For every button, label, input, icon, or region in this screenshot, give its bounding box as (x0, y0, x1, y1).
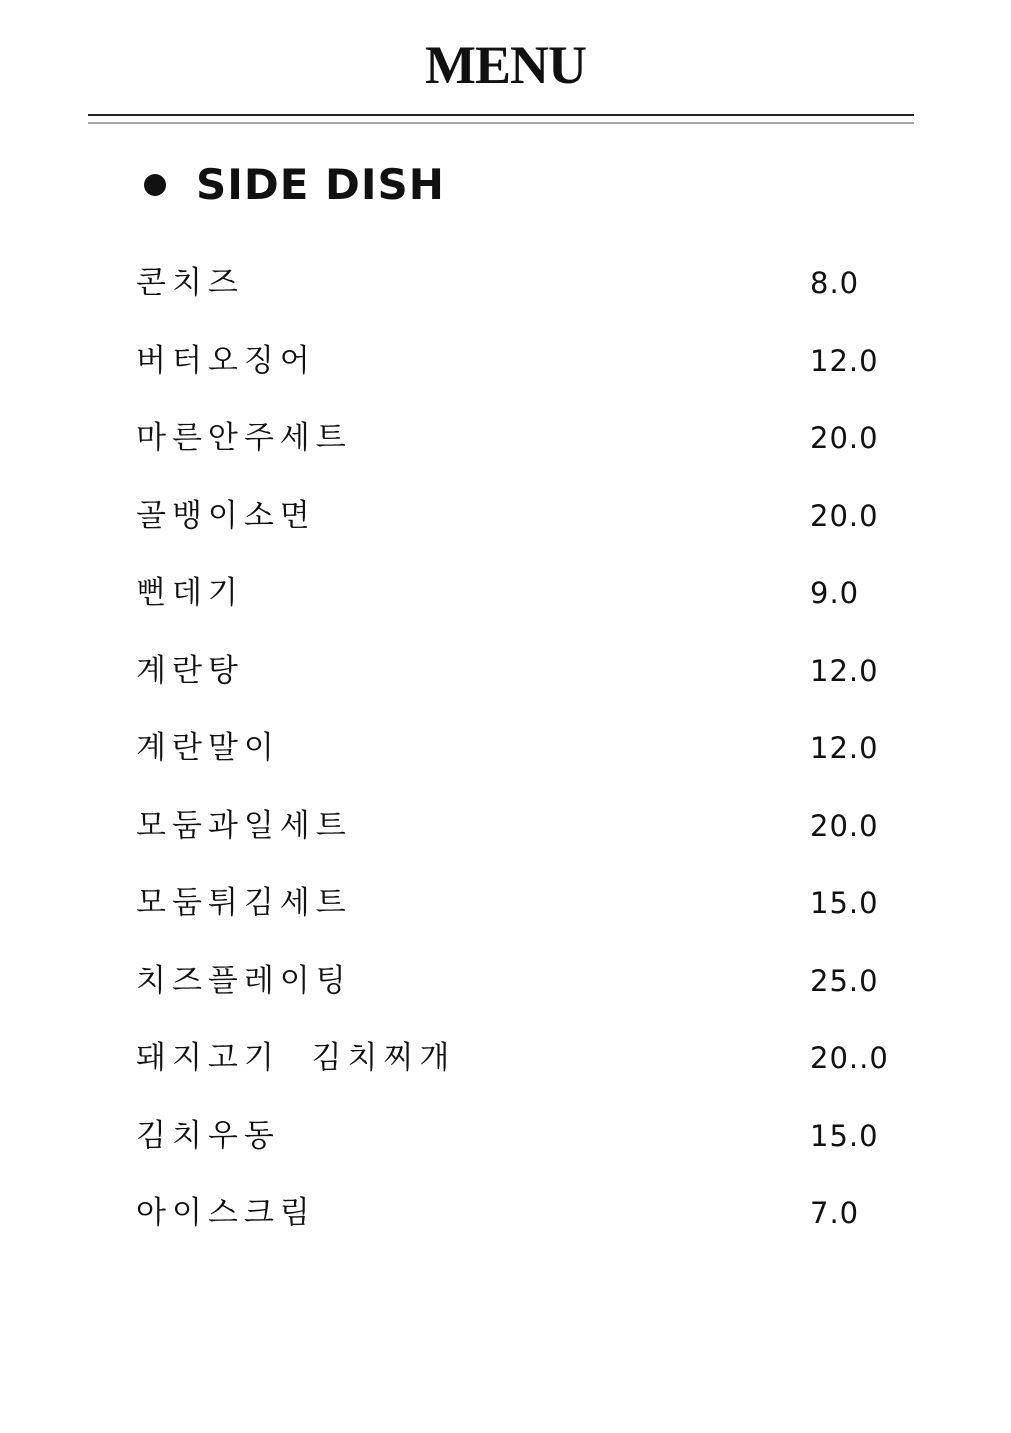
menu-item-name: 골뱅이소면 (136, 497, 316, 534)
menu-item-name: 치즈플레이팅 (136, 962, 352, 999)
menu-item-name: 계란탕 (136, 652, 244, 689)
menu-item-price: 15.0 (810, 886, 879, 920)
menu-item-price: 25.0 (810, 963, 879, 998)
menu-item-name: 뻔데기 (136, 575, 244, 611)
menu-item-name: 돼지고기 김치찌개 (136, 1040, 456, 1076)
menu-item-name: 마른안주세트 (136, 420, 352, 456)
menu-item (136, 568, 916, 646)
menu-item (136, 336, 916, 414)
bullet-icon (144, 174, 166, 196)
menu-item (136, 801, 916, 879)
menu-item (136, 723, 916, 801)
menu-item (136, 491, 916, 569)
menu-item-price: 8.0 (810, 266, 860, 300)
menu-item-price: 15.0 (810, 1118, 879, 1153)
menu-item-price: 20..0 (810, 1041, 889, 1075)
menu-item-price: 12.0 (810, 343, 879, 378)
menu-item (136, 1033, 916, 1111)
menu-item-price: 7.0 (810, 1196, 860, 1230)
title-divider-secondary (88, 122, 914, 124)
menu-item (136, 1188, 916, 1266)
menu-item-price: 20.0 (810, 808, 879, 843)
title-divider (88, 114, 914, 116)
menu-item-price: 9.0 (810, 576, 860, 610)
menu-item-price: 20.0 (810, 421, 879, 455)
menu-item-price: 20.0 (810, 498, 879, 533)
menu-item-price: 12.0 (810, 653, 879, 688)
menu-title: MENU (425, 35, 586, 95)
menu-item-name: 콘치즈 (136, 265, 244, 301)
menu-item (136, 413, 916, 491)
menu-item-name: 버터오징어 (136, 342, 316, 379)
menu-item-name: 아이스크림 (136, 1195, 316, 1231)
menu-item-name: 모둠과일세트 (136, 807, 352, 844)
menu-item-name: 김치우동 (136, 1117, 280, 1154)
menu-item-name: 모둠튀김세트 (136, 885, 352, 921)
section-header (144, 160, 445, 209)
menu-item-name: 계란말이 (136, 730, 280, 766)
menu-item-price: 12.0 (810, 731, 879, 765)
section-heading: SIDE DISH (196, 160, 445, 209)
menu-item (136, 646, 916, 724)
menu-item (136, 878, 916, 956)
menu-item (136, 1111, 916, 1189)
menu-item (136, 956, 916, 1034)
menu-item-list (136, 258, 916, 1266)
menu-item (136, 258, 916, 336)
